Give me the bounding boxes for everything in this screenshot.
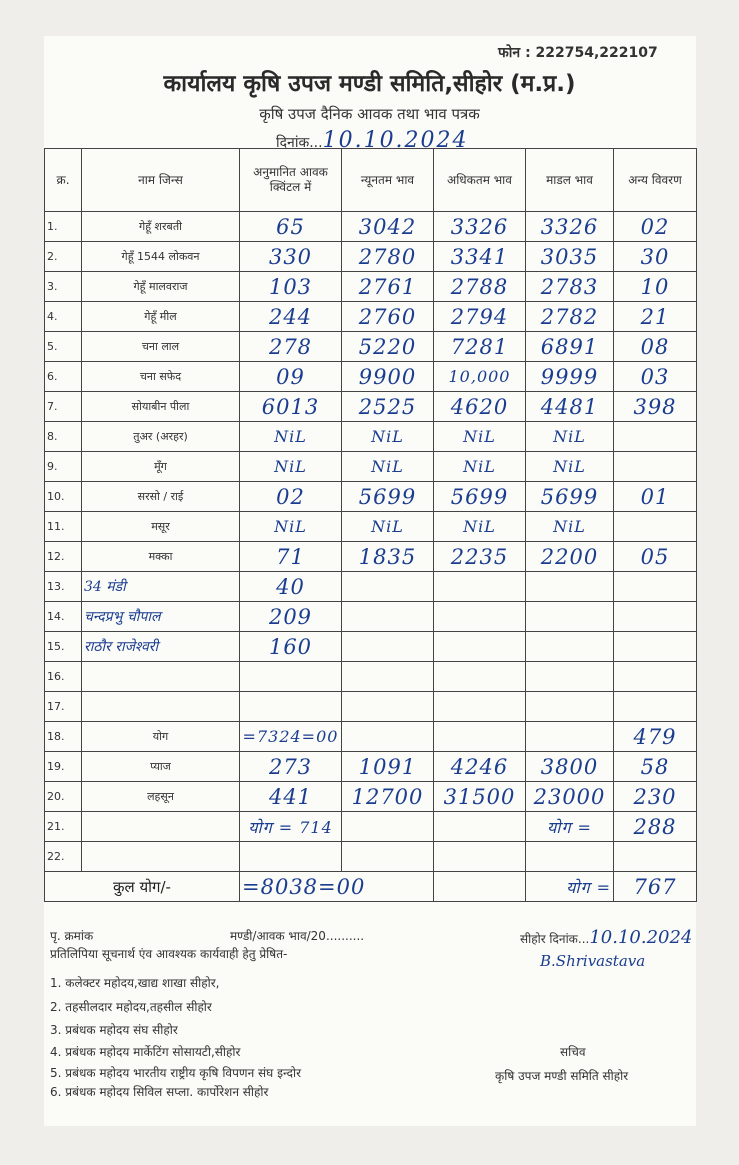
recipient-6: 6. प्रबंधक महोदय सिविल सप्ला. कार्पोरेशन सीहोर xyxy=(50,1085,269,1099)
col-header-other: अन्य विवरण xyxy=(614,149,697,212)
cell-min xyxy=(342,692,434,722)
cell-sr: 12. xyxy=(45,542,82,572)
cell-name: गेहूँ मील xyxy=(82,302,240,332)
cell-other: 58 xyxy=(614,752,697,782)
cell-model: NiL xyxy=(526,422,614,452)
cell-arrival: 160 xyxy=(240,632,342,662)
table-row xyxy=(45,662,697,692)
cell-name: चना लाल xyxy=(82,332,240,362)
recipient-2: 2. तहसीलदार महोदय,तहसील सीहोर xyxy=(50,1000,212,1014)
cell-arrival xyxy=(240,692,342,722)
cell-arrival xyxy=(240,842,342,872)
cell-arrival: 6013 xyxy=(240,392,342,422)
cell-other: 01 xyxy=(614,482,697,512)
cell-arrival: 02 xyxy=(240,482,342,512)
cell-other xyxy=(614,632,697,662)
total-other: 767 xyxy=(614,872,697,902)
cell-other xyxy=(614,842,697,872)
cell-other xyxy=(614,602,697,632)
cell-other: 230 xyxy=(614,782,697,812)
cell-min: 2780 xyxy=(342,242,434,272)
cell-name xyxy=(82,692,240,722)
recipient-5: 5. प्रबंधक महोदय भारतीय राष्ट्रीय कृषि विपणन संघ इन्दोर xyxy=(50,1066,302,1080)
table-row xyxy=(45,302,697,332)
date-line: दिनांक...10.10.2024 xyxy=(276,128,469,153)
cell-arrival xyxy=(240,662,342,692)
cell-arrival: 273 xyxy=(240,752,342,782)
cell-max xyxy=(434,722,526,752)
cell-model xyxy=(526,632,614,662)
total-max-empty xyxy=(434,872,526,902)
cell-sr: 13. xyxy=(45,572,82,602)
table-row xyxy=(45,782,697,812)
cell-name xyxy=(82,662,240,692)
cell-sr: 16. xyxy=(45,662,82,692)
table-row xyxy=(45,842,697,872)
cell-name: गेहूँ मालवराज xyxy=(82,272,240,302)
cell-min xyxy=(342,662,434,692)
cell-model: 23000 xyxy=(526,782,614,812)
cell-name: गेहूँ 1544 लोकवन xyxy=(82,242,240,272)
cell-other: 08 xyxy=(614,332,697,362)
sehore-date-label: सीहोर दिनांक xyxy=(520,932,578,946)
cell-name xyxy=(82,812,240,842)
cell-name xyxy=(82,842,240,872)
cell-other: 288 xyxy=(614,812,697,842)
cell-min: 1835 xyxy=(342,542,434,572)
cell-model: 6891 xyxy=(526,332,614,362)
cell-sr: 9. xyxy=(45,452,82,482)
cell-sr: 18. xyxy=(45,722,82,752)
cell-min xyxy=(342,842,434,872)
cell-arrival: 103 xyxy=(240,272,342,302)
cell-sr: 7. xyxy=(45,392,82,422)
cell-model xyxy=(526,692,614,722)
cell-other: 479 xyxy=(614,722,697,752)
table-row xyxy=(45,212,697,242)
table-row xyxy=(45,452,697,482)
cell-max xyxy=(434,632,526,662)
cell-max xyxy=(434,572,526,602)
cell-max: 2788 xyxy=(434,272,526,302)
cell-min: 2761 xyxy=(342,272,434,302)
cell-model: 4481 xyxy=(526,392,614,422)
recipient-3: 3. प्रबंधक महोदय संघ सीहोर xyxy=(50,1023,178,1037)
cell-name: मक्का xyxy=(82,542,240,572)
cell-sr: 1. xyxy=(45,212,82,242)
cell-arrival: 71 xyxy=(240,542,342,572)
cell-min: NiL xyxy=(342,422,434,452)
cell-name: तुअर (अरहर) xyxy=(82,422,240,452)
total-model-note: योग = xyxy=(526,872,614,902)
cell-min: 2760 xyxy=(342,302,434,332)
table-row xyxy=(45,572,697,602)
secretary-label: सचिव xyxy=(560,1045,586,1059)
cell-max xyxy=(434,842,526,872)
sehore-date-value: 10.10.2024 xyxy=(589,927,693,948)
cell-other xyxy=(614,422,697,452)
cell-other: 398 xyxy=(614,392,697,422)
secretary-org: कृषि उपज मण्डी समिति सीहोर xyxy=(495,1069,629,1083)
cell-min xyxy=(342,602,434,632)
cell-sr: 6. xyxy=(45,362,82,392)
cell-max: 3326 xyxy=(434,212,526,242)
total-label: कुल योग/- xyxy=(45,872,240,902)
cell-model: 2200 xyxy=(526,542,614,572)
cell-name: योग xyxy=(82,722,240,752)
handwritten-signature: B.Shrivastava xyxy=(540,952,646,970)
cell-max: 4620 xyxy=(434,392,526,422)
table-row xyxy=(45,272,697,302)
cell-model: 2783 xyxy=(526,272,614,302)
cell-arrival: 330 xyxy=(240,242,342,272)
cell-model: 5699 xyxy=(526,482,614,512)
cell-min xyxy=(342,632,434,662)
cell-other xyxy=(614,452,697,482)
cell-sr: 14. xyxy=(45,602,82,632)
cell-min: NiL xyxy=(342,512,434,542)
cell-sr: 21. xyxy=(45,812,82,842)
footer-sehore-date: सीहोर दिनांक...10.10.2024 xyxy=(520,927,693,948)
table-row xyxy=(45,392,697,422)
total-row xyxy=(45,872,697,902)
cell-other xyxy=(614,662,697,692)
cell-model xyxy=(526,842,614,872)
cell-other: 21 xyxy=(614,302,697,332)
table-header-row xyxy=(45,149,697,212)
cell-max xyxy=(434,662,526,692)
col-header-sr: क्र. xyxy=(45,149,82,212)
cell-max xyxy=(434,812,526,842)
cell-min: 1091 xyxy=(342,752,434,782)
cell-max xyxy=(434,602,526,632)
cell-arrival: 65 xyxy=(240,212,342,242)
cell-name: मसूर xyxy=(82,512,240,542)
table-row xyxy=(45,422,697,452)
cell-other: 05 xyxy=(614,542,697,572)
cell-sr: 17. xyxy=(45,692,82,722)
table-row xyxy=(45,812,697,842)
table-row xyxy=(45,362,697,392)
cell-sr: 15. xyxy=(45,632,82,662)
table-row xyxy=(45,632,697,662)
cell-max: 2235 xyxy=(434,542,526,572)
cell-name: गेहूँ शरबती xyxy=(82,212,240,242)
cell-sr: 19. xyxy=(45,752,82,782)
date-value: 10.10.2024 xyxy=(322,128,469,153)
recipient-1: 1. कलेक्टर महोदय,खाद्य शाखा सीहोर, xyxy=(50,976,220,990)
cell-model: योग = xyxy=(526,812,614,842)
cell-sr: 2. xyxy=(45,242,82,272)
cell-max: NiL xyxy=(434,452,526,482)
cell-name: चना सफेद xyxy=(82,362,240,392)
cell-model xyxy=(526,722,614,752)
cell-sr: 8. xyxy=(45,422,82,452)
cell-name: सरसो / राई xyxy=(82,482,240,512)
cell-other xyxy=(614,692,697,722)
table-row xyxy=(45,482,697,512)
cell-name: सोयाबीन पीला xyxy=(82,392,240,422)
cell-arrival: NiL xyxy=(240,422,342,452)
cell-name: मूँग xyxy=(82,452,240,482)
cell-model xyxy=(526,662,614,692)
cell-min: NiL xyxy=(342,452,434,482)
cell-other: 03 xyxy=(614,362,697,392)
footer-ref: पृ. क्रमांक xyxy=(50,929,94,943)
document-title: कार्यालय कृषि उपज मण्डी समिति,सीहोर (म.प्र.) xyxy=(163,71,576,97)
table-row xyxy=(45,332,697,362)
cell-max: 7281 xyxy=(434,332,526,362)
cell-other xyxy=(614,512,697,542)
cell-max xyxy=(434,692,526,722)
cell-name: राठौर राजेश्वरी xyxy=(82,632,240,662)
cell-max: NiL xyxy=(434,422,526,452)
col-header-model: माडल भाव xyxy=(526,149,614,212)
footer-ref-mid: मण्डी/आवक भाव/20.......... xyxy=(230,929,365,943)
col-header-arrival: अनुमानित आवक क्विंटल में xyxy=(240,149,342,212)
col-header-min: न्यूनतम भाव xyxy=(342,149,434,212)
cell-sr: 5. xyxy=(45,332,82,362)
cell-max: 2794 xyxy=(434,302,526,332)
cell-min: 2525 xyxy=(342,392,434,422)
col-header-name: नाम जिन्स xyxy=(82,149,240,212)
price-table xyxy=(44,148,697,902)
cell-sr: 3. xyxy=(45,272,82,302)
cell-arrival: 244 xyxy=(240,302,342,332)
recipient-4: 4. प्रबंधक महोदय मार्केटिंग सोसायटी,सीहोर xyxy=(50,1045,241,1059)
cell-max: 5699 xyxy=(434,482,526,512)
cell-model: 3800 xyxy=(526,752,614,782)
cell-other xyxy=(614,572,697,602)
date-label: दिनांक xyxy=(276,135,310,151)
cell-name: लहसून xyxy=(82,782,240,812)
cell-other: 30 xyxy=(614,242,697,272)
table-row xyxy=(45,602,697,632)
cell-sr: 22. xyxy=(45,842,82,872)
cell-sr: 11. xyxy=(45,512,82,542)
cell-arrival: 209 xyxy=(240,602,342,632)
cell-sr: 20. xyxy=(45,782,82,812)
cell-max: 4246 xyxy=(434,752,526,782)
document-subtitle: कृषि उपज दैनिक आवक तथा भाव पत्रक xyxy=(259,105,480,123)
col-header-max: अधिकतम भाव xyxy=(434,149,526,212)
cell-arrival: 40 xyxy=(240,572,342,602)
cell-min xyxy=(342,572,434,602)
cell-arrival: NiL xyxy=(240,512,342,542)
cell-min xyxy=(342,812,434,842)
cell-model: 9999 xyxy=(526,362,614,392)
cell-model: 3035 xyxy=(526,242,614,272)
cell-max: 3341 xyxy=(434,242,526,272)
cell-model: NiL xyxy=(526,512,614,542)
cell-max: 10,000 xyxy=(434,362,526,392)
cell-model: 2782 xyxy=(526,302,614,332)
cell-max: 31500 xyxy=(434,782,526,812)
cell-other: 10 xyxy=(614,272,697,302)
cell-max: NiL xyxy=(434,512,526,542)
cell-min: 9900 xyxy=(342,362,434,392)
table-row xyxy=(45,512,697,542)
cell-name: चन्दप्रभु चौपाल xyxy=(82,602,240,632)
cell-sr: 10. xyxy=(45,482,82,512)
cell-model xyxy=(526,572,614,602)
cell-arrival: योग = 714 xyxy=(240,812,342,842)
table-row xyxy=(45,542,697,572)
cell-model xyxy=(526,602,614,632)
cell-min: 5220 xyxy=(342,332,434,362)
cell-arrival: =7324=00 xyxy=(240,722,342,752)
cell-min: 3042 xyxy=(342,212,434,242)
phone-number: फोन : 222754,222107 xyxy=(498,45,658,61)
table-row xyxy=(45,752,697,782)
cell-other: 02 xyxy=(614,212,697,242)
table-row xyxy=(45,242,697,272)
cell-arrival: NiL xyxy=(240,452,342,482)
cell-min: 12700 xyxy=(342,782,434,812)
cell-arrival: 278 xyxy=(240,332,342,362)
cell-arrival: 09 xyxy=(240,362,342,392)
cell-sr: 4. xyxy=(45,302,82,332)
total-arrival: =8038=00 xyxy=(240,872,434,902)
cell-model: 3326 xyxy=(526,212,614,242)
cell-arrival: 441 xyxy=(240,782,342,812)
cell-model: NiL xyxy=(526,452,614,482)
table-row xyxy=(45,722,697,752)
cell-min xyxy=(342,722,434,752)
cell-name: 34 मंडी xyxy=(82,572,240,602)
footer-copy-line: प्रतिलिपिया सूचनार्थ एंव आवश्यक कार्यवाही हेतु प्रेषित- xyxy=(50,947,288,961)
table-row xyxy=(45,692,697,722)
cell-name: प्याज xyxy=(82,752,240,782)
cell-min: 5699 xyxy=(342,482,434,512)
